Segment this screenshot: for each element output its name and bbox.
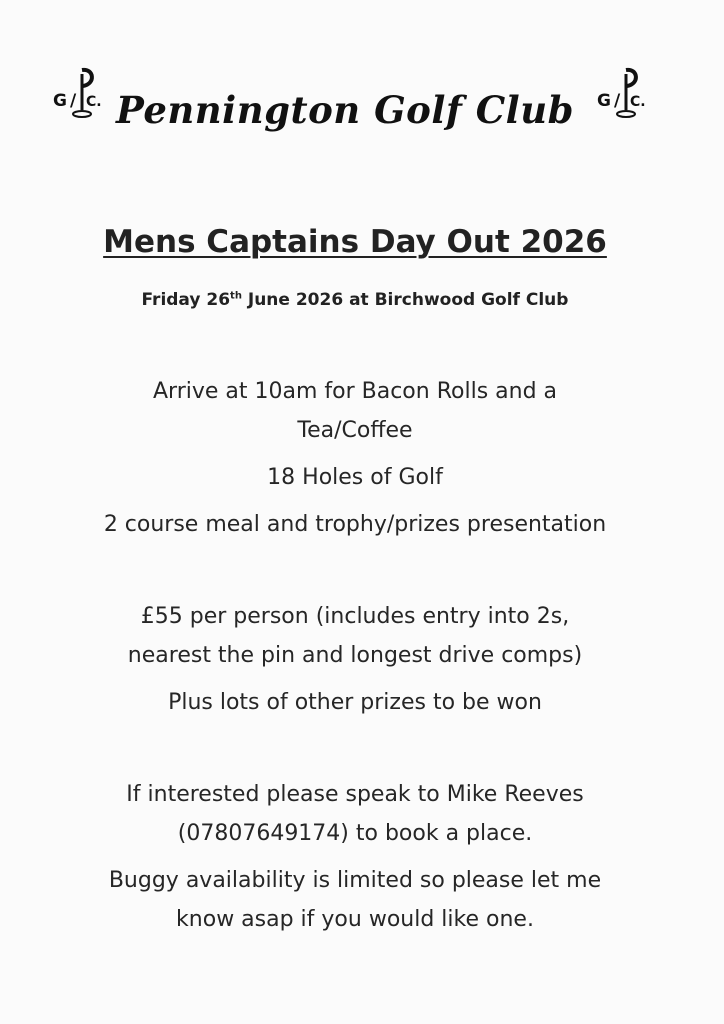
svg-text:/: / <box>70 91 77 111</box>
arrival-info <box>0 372 710 450</box>
club-name: Pennington Golf Club <box>116 88 574 132</box>
subtitle-ordinal: th <box>230 290 242 302</box>
prizes-line: Plus lots of other prizes to be won <box>168 690 542 715</box>
subtitle-date: Friday 26 <box>141 290 231 310</box>
prizes-info <box>0 683 710 722</box>
subtitle-venue: June 2026 at Birchwood Golf Club <box>241 290 569 310</box>
price-info <box>0 597 710 675</box>
price-line-1: £55 per person (includes entry into 2s, <box>140 604 570 629</box>
meal-line: 2 course meal and trophy/prizes presentation <box>103 512 607 537</box>
contact-line-2: (07807649174) to book a place. <box>177 821 533 846</box>
event-title-text: Mens Captains Day Out 2026 <box>103 224 607 260</box>
svg-text:G: G <box>53 91 67 111</box>
arrival-line-2: Tea/Coffee <box>297 418 413 443</box>
buggy-info <box>0 861 710 939</box>
price-line-2: nearest the pin and longest drive comps) <box>127 643 583 668</box>
svg-text:C.: C. <box>630 94 646 110</box>
golf-club-logo-right <box>594 64 644 122</box>
event-subtitle <box>0 290 710 310</box>
holes-line: 18 Holes of Golf <box>267 465 443 490</box>
arrival-line-1: Arrive at 10am for Bacon Rolls and a <box>152 379 558 404</box>
meal-info <box>0 505 710 544</box>
svg-text:C.: C. <box>86 94 102 110</box>
contact-info <box>0 775 710 853</box>
svg-text:/: / <box>614 91 621 111</box>
contact-line-1: If interested please speak to Mike Reeves <box>126 782 584 807</box>
holes-info <box>0 458 710 497</box>
buggy-line-2: know asap if you would like one. <box>176 907 534 932</box>
svg-text:G: G <box>597 91 611 111</box>
buggy-line-1: Buggy availability is limited so please let me <box>108 868 602 893</box>
event-title <box>0 224 710 260</box>
